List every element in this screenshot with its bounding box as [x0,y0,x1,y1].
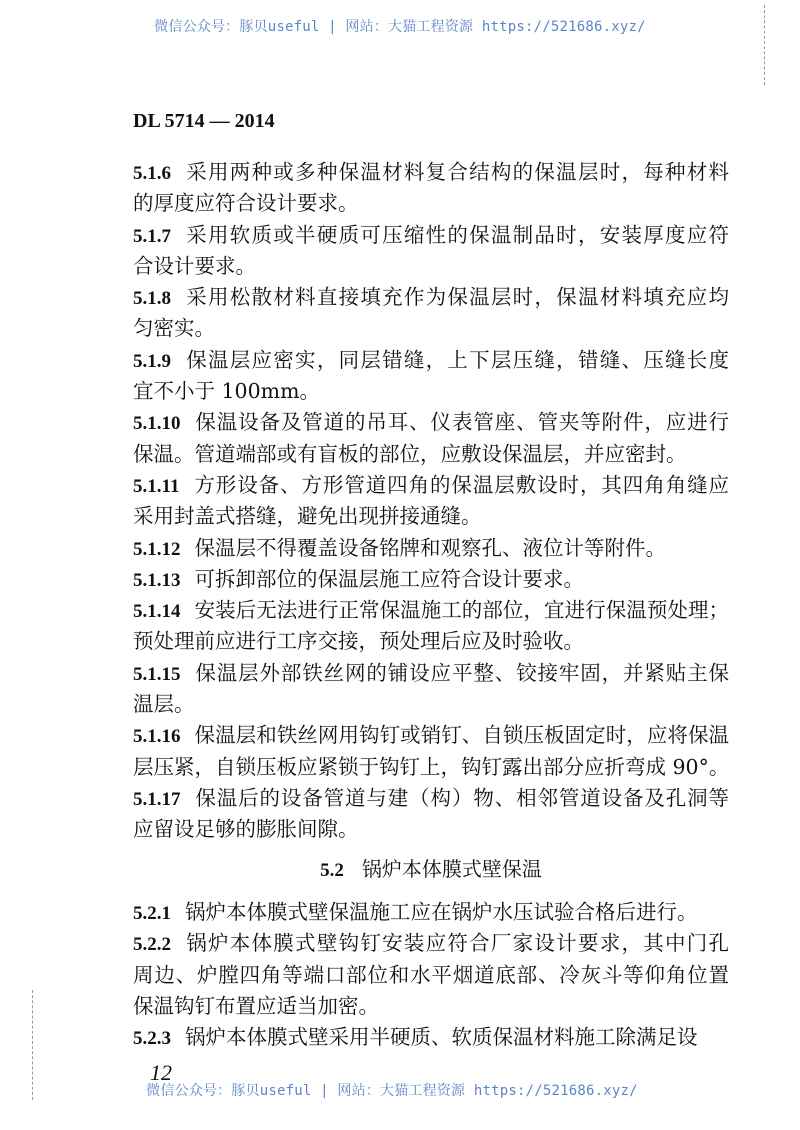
clause-text: 合设计要求。 [133,253,256,278]
clause-text: 保温层外部铁丝网的铺设应平整、铰接牢固，并紧贴主保 [194,660,729,685]
clause-text: 保温。管道端部或有盲板的部位，应敷设保温层，并应密封。 [133,441,687,466]
clause-line [133,282,729,313]
clause-text: 安装后无法进行正常保温施工的部位，宜进行保温预处理； [194,598,729,623]
clause [133,595,729,658]
clause [133,470,729,533]
clause [133,282,729,345]
clause-text: 层压紧，自锁压板应紧锁于钩钉上，钩钉露出部分应折弯成 90°。 [133,754,730,779]
clause-number: 5.1.12 [133,538,181,560]
clause-line [133,595,729,626]
clause-text: 锅炉本体膜式壁采用半硬质、软质保温材料施工除满足设 [185,1025,698,1050]
clause-number: 5.2.1 [133,903,171,924]
clause-line [133,407,729,438]
clause-line [133,897,729,928]
clause-number: 5.1.8 [133,288,171,310]
clause-line [133,928,729,959]
clause-line [133,376,729,407]
clause-line [133,251,729,282]
clause-line [133,157,729,188]
clause-number: 5.1.6 [133,163,171,184]
clause-line [133,564,729,595]
clause-text: 应留设足够的膨胀间隙。 [133,817,359,842]
clause-number: 5.1.13 [133,569,181,591]
clause-text: 锅炉本体膜式壁保温施工应在锅炉水压试验合格后进行。 [185,900,698,924]
clause-line [133,658,729,689]
clause-text: 可拆卸部位的保温层施工应符合设计要求。 [194,566,584,591]
clause [133,897,729,928]
clause [133,1022,729,1053]
clause-number: 5.1.10 [133,413,181,435]
clause-number: 5.1.11 [133,475,180,497]
clause [133,564,729,595]
clause-number: 5.1.15 [133,663,181,685]
clause-number: 5.2.2 [133,934,171,956]
clause-text: 温层。 [133,692,195,717]
clause-number: 5.1.9 [133,350,171,372]
clause-text: 保温后的设备管道与建（构）物、相邻管道设备及孔洞等 [194,785,729,810]
page-number: 12 [150,1060,172,1085]
clause-line [133,814,729,845]
watermark-top: 微信公众号：豚贝useful | 网站：大猫工程资源 https://521686.xyz/ [154,19,646,35]
clause-number: 5.1.7 [133,225,171,247]
clause [133,533,729,564]
section-5-2 [133,897,729,1053]
clause-text: 周边、炉膛四角等端口部位和水平烟道底部、冷灰斗等仰角位置 [133,962,729,987]
clause-text: 的厚度应符合设计要求。 [133,191,359,216]
clause-line [133,533,729,564]
clause-number: 5.1.16 [133,726,181,748]
clause-line [133,1022,729,1053]
clause-line [133,960,729,991]
clause-line [133,470,729,501]
clause-number: 5.1.14 [133,601,181,623]
clause [133,783,729,846]
clause [133,220,729,283]
section-5-1 [133,157,729,846]
clause-text: 方形设备、方形管道四角的保温层敷设时，其四角角缝应 [193,472,729,497]
clause-line [133,313,729,344]
clause-line [133,720,729,751]
clause-line [133,991,729,1022]
clause [133,407,729,470]
scan-edge-mark [32,990,33,1100]
clause-text: 保温钩钉布置应适当加密。 [133,993,379,1018]
clause-text: 保温层应密实，同层错缝，上下层压缝，错缝、压缝长度 [185,347,729,372]
clause [133,928,729,1022]
clause-text: 匀密实。 [133,316,215,341]
watermark-bottom: 微信公众号：豚贝useful | 网站：大猫工程资源 https://521686.xyz/ [146,1083,638,1099]
clause-line [133,345,729,376]
scan-edge-mark [764,5,765,85]
clause-text: 采用松散材料直接填充作为保温层时，保温材料填充应均 [185,285,729,310]
section-heading-title: 锅炉本体膜式壁保温 [361,857,542,881]
clause-line [133,752,729,783]
clause-text: 保温层不得覆盖设备铭牌和观察孔、液位计等附件。 [194,535,666,560]
clause-text: 保温设备及管道的吊耳、仪表管座、管夹等附件，应进行 [194,410,729,435]
clause [133,345,729,408]
clause-line [133,188,729,219]
clause-text: 宜不小于 100mm。 [133,379,321,404]
clause-line [133,626,729,657]
clause-line [133,689,729,720]
clause-line [133,783,729,814]
clause [133,720,729,783]
clause-text: 采用封盖式搭缝，避免出现拼接通缝。 [133,504,482,529]
clause-text: 预处理前应进行工序交接，预处理后应及时验收。 [133,629,584,654]
clause-line [133,439,729,470]
clause-text: 保温层和铁丝网用钩钉或销钉、自锁压板固定时，应将保温 [194,723,729,748]
section-heading [133,853,729,882]
section-heading-number: 5.2 [320,860,344,881]
clause-line [133,501,729,532]
clause-text: 采用两种或多种保温材料复合结构的保温层时，每种材料 [185,160,729,184]
clause [133,658,729,721]
clause-number: 5.1.17 [133,788,181,810]
document-id: DL 5714 — 2014 [133,110,275,132]
clause-line [133,220,729,251]
clause-text: 锅炉本体膜式壁钩钉安装应符合厂家设计要求，其中门孔 [185,931,729,956]
clause [133,157,729,220]
clause-text: 采用软质或半硬质可压缩性的保温制品时，安装厚度应符 [185,222,729,247]
clause-number: 5.2.3 [133,1028,171,1050]
